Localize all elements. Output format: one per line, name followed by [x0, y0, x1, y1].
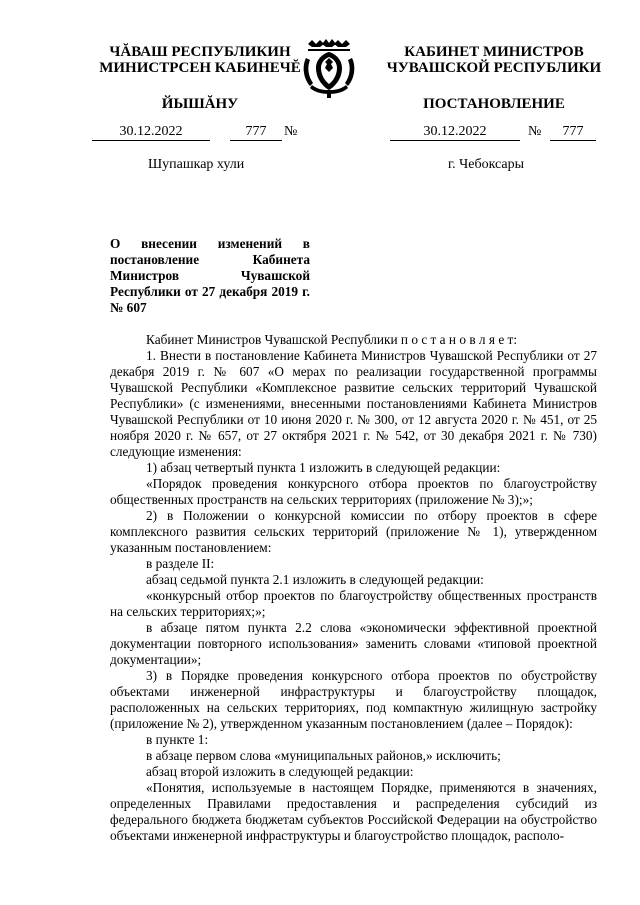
body-paragraph: 3) в Порядке проведения конкурсного отбора проектов по обустройству объектами инженерной инфраструктуры и благоустройству площадок, расположенных на сельских территориях, под компактную жилищную застройку (приложение № 2), утвержденном указанным постановлением (далее – Порядок):	[110, 668, 597, 731]
body-paragraph: в абзаце первом слова «муниципальных районов,» исключить;	[146, 748, 501, 763]
body-paragraph: в разделе II:	[146, 556, 215, 571]
body-paragraph: абзац седьмой пункта 2.1 изложить в следующей редакции:	[146, 572, 484, 587]
right-no-sign: №	[528, 124, 542, 139]
body-paragraph: в пункте 1:	[146, 732, 209, 747]
header-left-line1: ЧĂВАШ РЕСПУБЛИКИН	[109, 44, 291, 60]
document-subject: О внесении изменений в постановление Кабинета Министров Чувашской Республики от 27 декабря 2019 г. № 607	[110, 236, 310, 315]
header-right-org	[378, 44, 610, 76]
left-number: 777	[230, 124, 282, 141]
city-right: г. Чебоксары	[448, 157, 525, 172]
body-paragraph: 1. Внести в постановление Кабинета Министров Чувашской Республики от 27 декабря 2019 г. № 607 «О мерах по реализации государственной программы Чувашской Республики «Комплексное развитие сельских территорий Чувашской Республики» (с изменениями, внесенными постановлениями Кабинета Министров Чувашской Республики от 10 июня 2020 г. № 300, от 12 августа 2020 г. № 451, от 25 ноября 2020 г. № 657, от 27 октября 2021 г. № 542, от 30 декабря 2021 г. № 730) следующие изменения:	[110, 348, 597, 459]
document-body	[110, 332, 597, 844]
left-no-sign: №	[284, 124, 298, 139]
body-paragraph: в абзаце пятом пункта 2.2 слова «экономически эффективной проектной документации повторного использования» заменить словами «типовой проектной документации»;	[110, 620, 597, 667]
coat-of-arms-emblem-icon	[298, 38, 360, 100]
body-paragraph: абзац второй изложить в следующей редакции:	[146, 764, 414, 779]
header-left-line2: МИНИСТРСЕН КАБИНЕЧĔ	[99, 60, 301, 76]
right-date: 30.12.2022	[390, 124, 520, 141]
header-left-title: ЙЫШĂНУ	[161, 96, 239, 112]
body-paragraph: Кабинет Министров Чувашской Республики п о с т а н о в л я е т:	[146, 332, 518, 347]
header-right-title: ПОСТАНОВЛЕНИЕ	[423, 96, 565, 112]
header-right-line2: ЧУВАШСКОЙ РЕСПУБЛИКИ	[386, 60, 602, 76]
city-left: Шупашкар хули	[148, 157, 245, 172]
right-number: 777	[550, 124, 596, 141]
body-paragraph: 1) абзац четвертый пункта 1 изложить в следующей редакции:	[146, 460, 501, 475]
body-paragraph: «конкурсный отбор проектов по благоустройству общественных пространств на сельских территориях;»;	[110, 588, 597, 619]
dateline-left	[92, 124, 320, 142]
body-paragraph: «Понятия, используемые в настоящем Порядке, применяются в значениях, определенных Правилами предоставления и распределения субсидий из федерального бюджета бюджетам субъектов Российской Федерации на обустройство объектами инженерной инфраструктуры и благоустройство площадок, располо-	[110, 780, 597, 843]
dateline-right	[390, 124, 600, 142]
header-right-line1: КАБИНЕТ МИНИСТРОВ	[404, 44, 584, 60]
header-left-org	[80, 44, 320, 76]
left-date: 30.12.2022	[92, 124, 210, 141]
body-paragraph: «Порядок проведения конкурсного отбора проектов по благоустройству общественных пространств на сельских территориях (приложение № 3);»;	[110, 476, 597, 507]
body-paragraph: 2) в Положении о конкурсной комиссии по отбору проектов в сфере комплексного развития сельских территорий (приложение № 1), утвержденном указанным постановлением:	[110, 508, 597, 555]
